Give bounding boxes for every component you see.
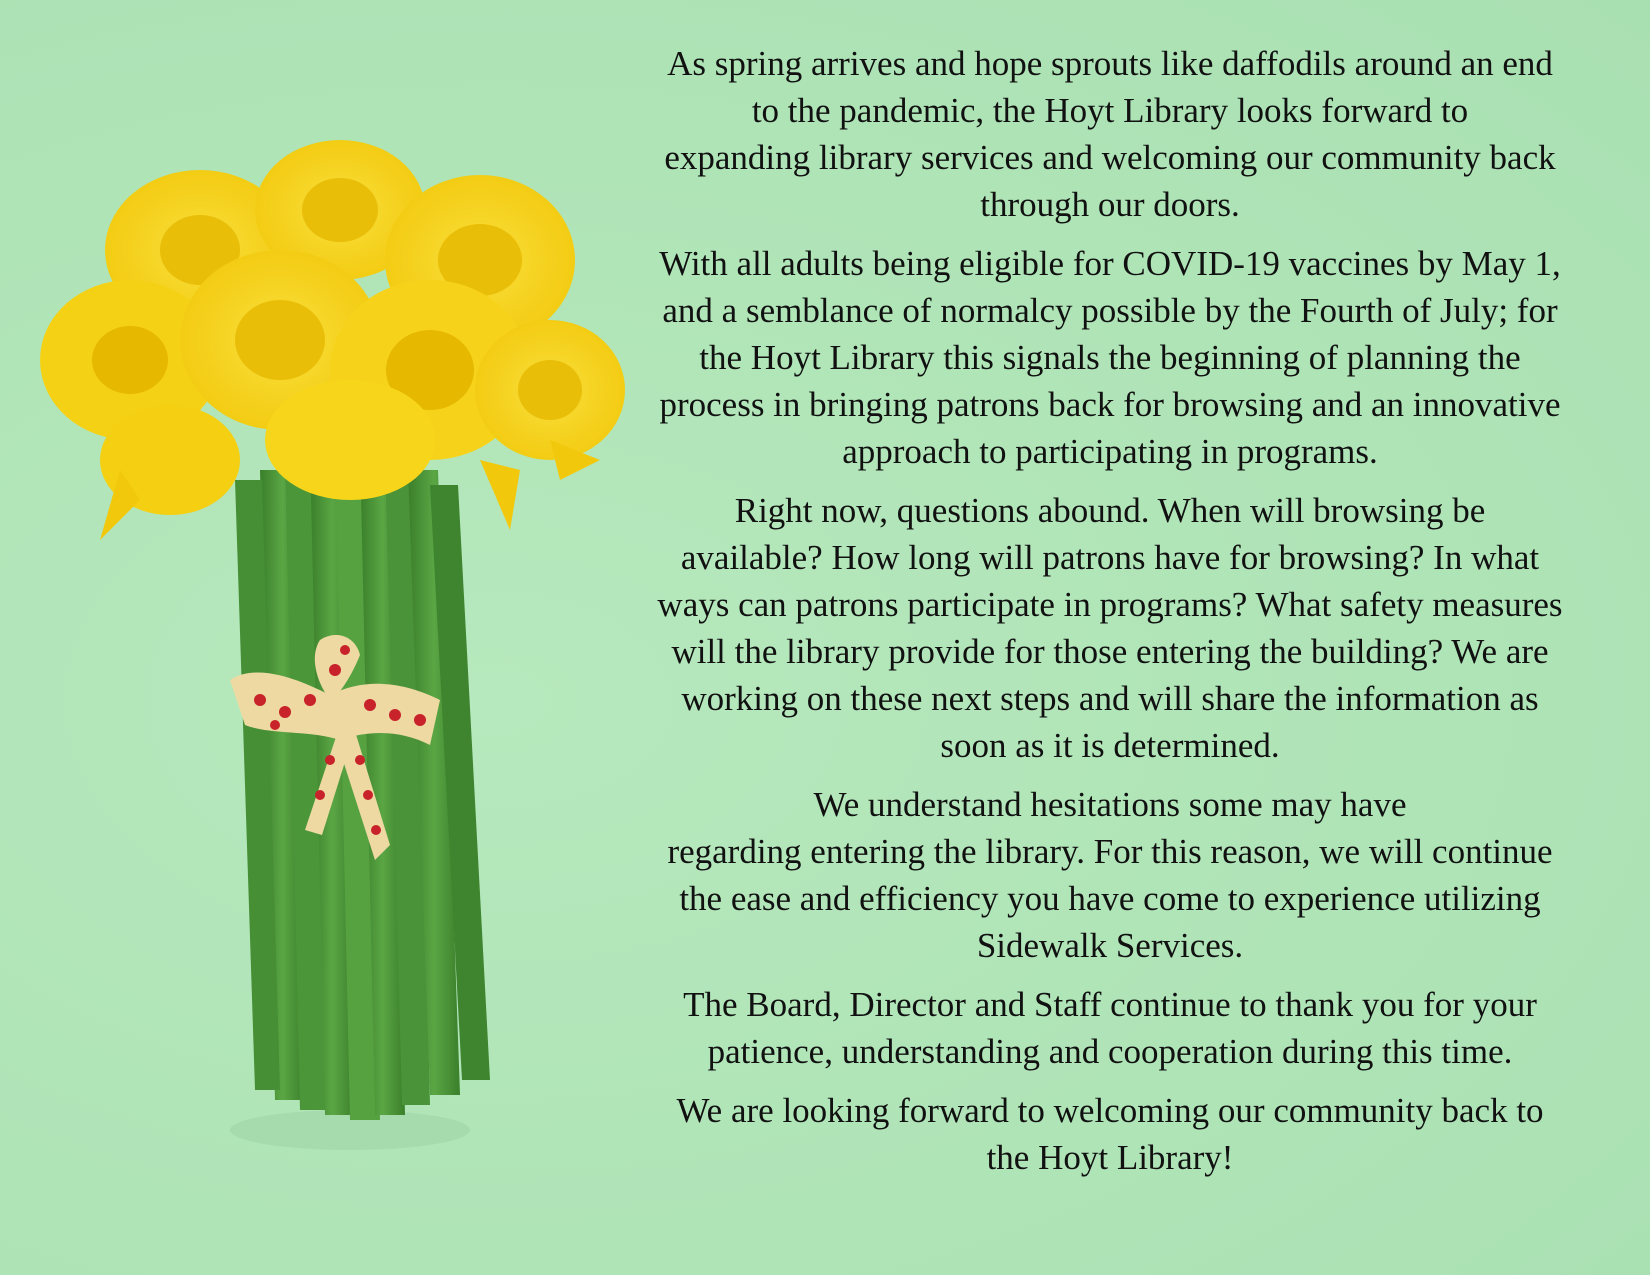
paragraph-closing: We are looking forward to welcoming our community back to the Hoyt Library! [676,1091,1544,1177]
daffodil-flowers [40,140,625,540]
paragraph-vaccines: With all adults being eligible for COVID-19 vaccines by May 1, and a semblance of normalcy possible by the Fourth of July; for the Hoyt Library this signals the beginning of planning the process in bringing patrons back for browsing and an innovative approach to participating in programs. [659,244,1561,471]
paragraph-questions: Right now, questions abound. When will browsing be available? How long will patrons have for browsing? In what ways can patrons participate in programs? What safety measures will the library provide for those entering the building? We are working on these next steps and will share the information as soon as it is determined. [657,491,1563,765]
paragraph-thanks: The Board, Director and Staff continue to thank you for your patience, understanding and cooperation during this time. [683,985,1537,1071]
daffodil-bouquet-image [30,140,650,1180]
letter-text [620,40,1600,1193]
paragraph-sidewalk-services: We understand hesitations some may have regarding entering the library. For this reason, we will continue the ease and efficiency you have come to experience utilizing Sidewalk Services. [667,785,1553,965]
paragraph-intro: As spring arrives and hope sprouts like daffodils around an end to the pandemic, the Hoyt Library looks forward to expanding library services and welcoming our community back through our doors. [664,44,1556,224]
